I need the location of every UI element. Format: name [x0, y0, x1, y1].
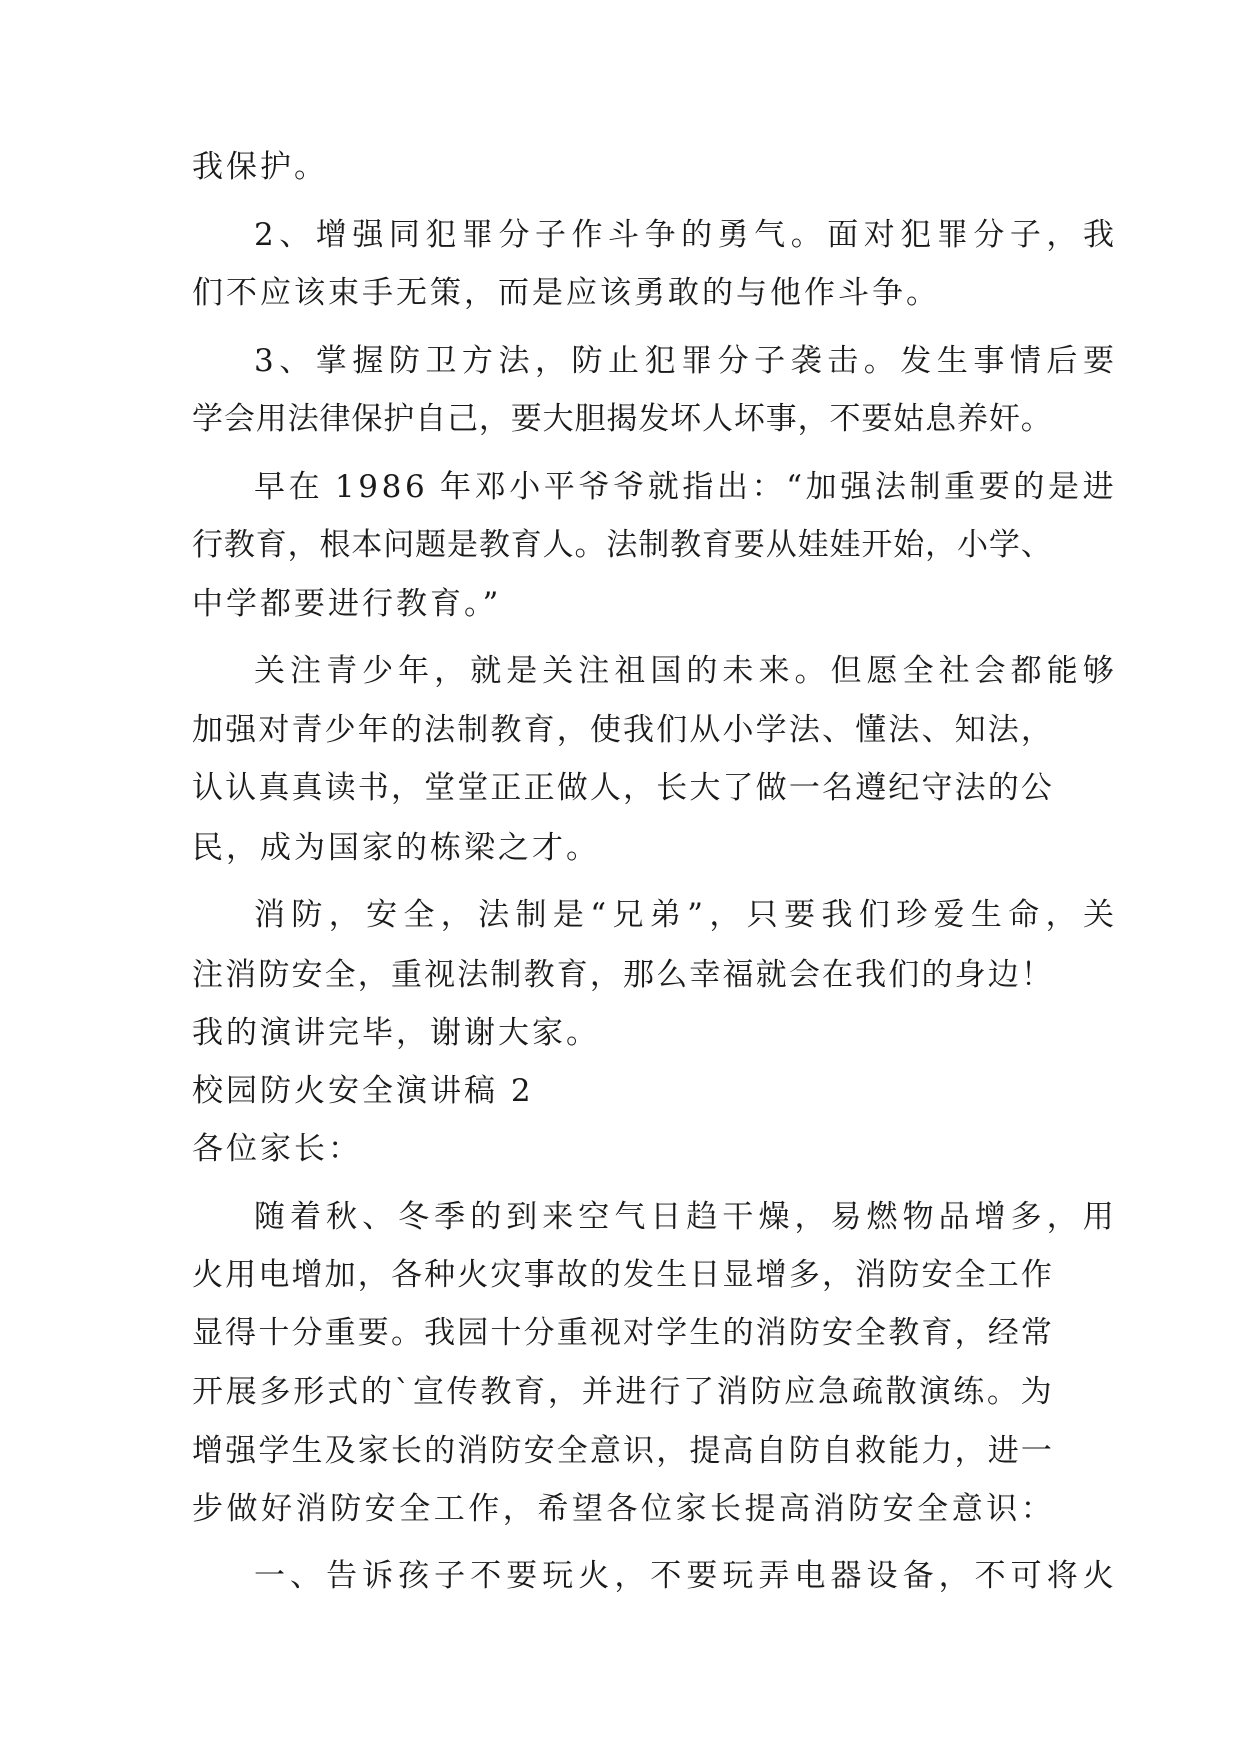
text-line: 关 注 青 少 年 ， 就 是 关 注 祖 国 的 未 来 。 但 愿 全 社 会 都 能 够 — [254, 653, 1114, 689]
text-line: 步 做 好 消 防 安 全 工 作 ， 希 望 各 位 家 长 提 高 消 防 安 全 意 识 ： — [192, 1491, 1052, 1527]
section-heading: 校园防火安全演讲稿 2 — [192, 1073, 534, 1109]
text-line: 一 、 告 诉 孩 子 不 要 玩 火 ， 不 要 玩 弄 电 器 设 备 ， 不 可 将 火 — [254, 1558, 1114, 1594]
text-line: 我保护。 — [192, 149, 328, 185]
text-line: 增 强 学 生 及 家 长 的 消 防 安 全 意 识 ， 提 高 自 防 自 救 能 力 ， 进 一 — [192, 1433, 1052, 1469]
text-line: 们不应该束手无策，而是应该勇敢的与他作斗争。 — [192, 275, 940, 311]
text-line: 行 教 育 ， 根 本 问 题 是 教 育 人 。 法 制 教 育 要 从 娃 娃 开 始 ， 小 学 、 — [192, 527, 1052, 563]
text-line: 开 展 多 形 式 的 ` 宣 传 教 育 ， 并 进 行 了 消 防 应 急 疏 散 演 练 。 为 — [192, 1374, 1052, 1410]
text-line: 加 强 对 青 少 年 的 法 制 教 育 ， 使 我 们 从 小 学 法 、 懂 法 、 知 法 ， — [192, 712, 1052, 748]
text-line: 中学都要进行教育。” — [192, 586, 502, 622]
text-line: 随 着 秋 、 冬 季 的 到 来 空 气 日 趋 干 燥 ， 易 燃 物 品 增 多 ， 用 — [254, 1199, 1114, 1235]
text-line: 火 用 电 增 加 ， 各 种 火 灾 事 故 的 发 生 日 显 增 多 ， 消 防 安 全 工 作 — [192, 1257, 1052, 1293]
salutation: 各位家长： — [192, 1131, 362, 1167]
text-line: 学 会 用 法 律 保 护 自 己 ， 要 大 胆 揭 发 坏 人 坏 事 ， 不 要 姑 息 养 奸 。 — [192, 401, 1052, 437]
text-line: 显 得 十 分 重 要 。 我 园 十 分 重 视 对 学 生 的 消 防 安 全 教 育 ， 经 常 — [192, 1315, 1052, 1351]
text-line: 3 、 掌 握 防 卫 方 法 ， 防 止 犯 罪 分 子 袭 击 。 发 生 事 情 后 要 — [254, 343, 1114, 379]
text-line: 消 防 ， 安 全 ， 法 制 是 “ 兄 弟 ” ， 只 要 我 们 珍 爱 生 命 ， 关 — [254, 897, 1114, 933]
text-line: 认 认 真 真 读 书 ， 堂 堂 正 正 做 人 ， 长 大 了 做 一 名 遵 纪 守 法 的 公 — [192, 770, 1052, 806]
text-line: 早 在 1 9 8 6 年 邓 小 平 爷 爷 就 指 出 ： “ 加 强 法 制 重 要 的 是 进 — [254, 469, 1114, 505]
text-line: 我的演讲完毕，谢谢大家。 — [192, 1015, 600, 1051]
text-line: 民，成为国家的栋梁之才。 — [192, 830, 600, 866]
text-line: 2 、 增 强 同 犯 罪 分 子 作 斗 争 的 勇 气 。 面 对 犯 罪 分 子 ， 我 — [254, 217, 1114, 253]
text-line: 注 消 防 安 全 ， 重 视 法 制 教 育 ， 那 么 幸 福 就 会 在 我 们 的 身 边 ！ — [192, 957, 1052, 993]
